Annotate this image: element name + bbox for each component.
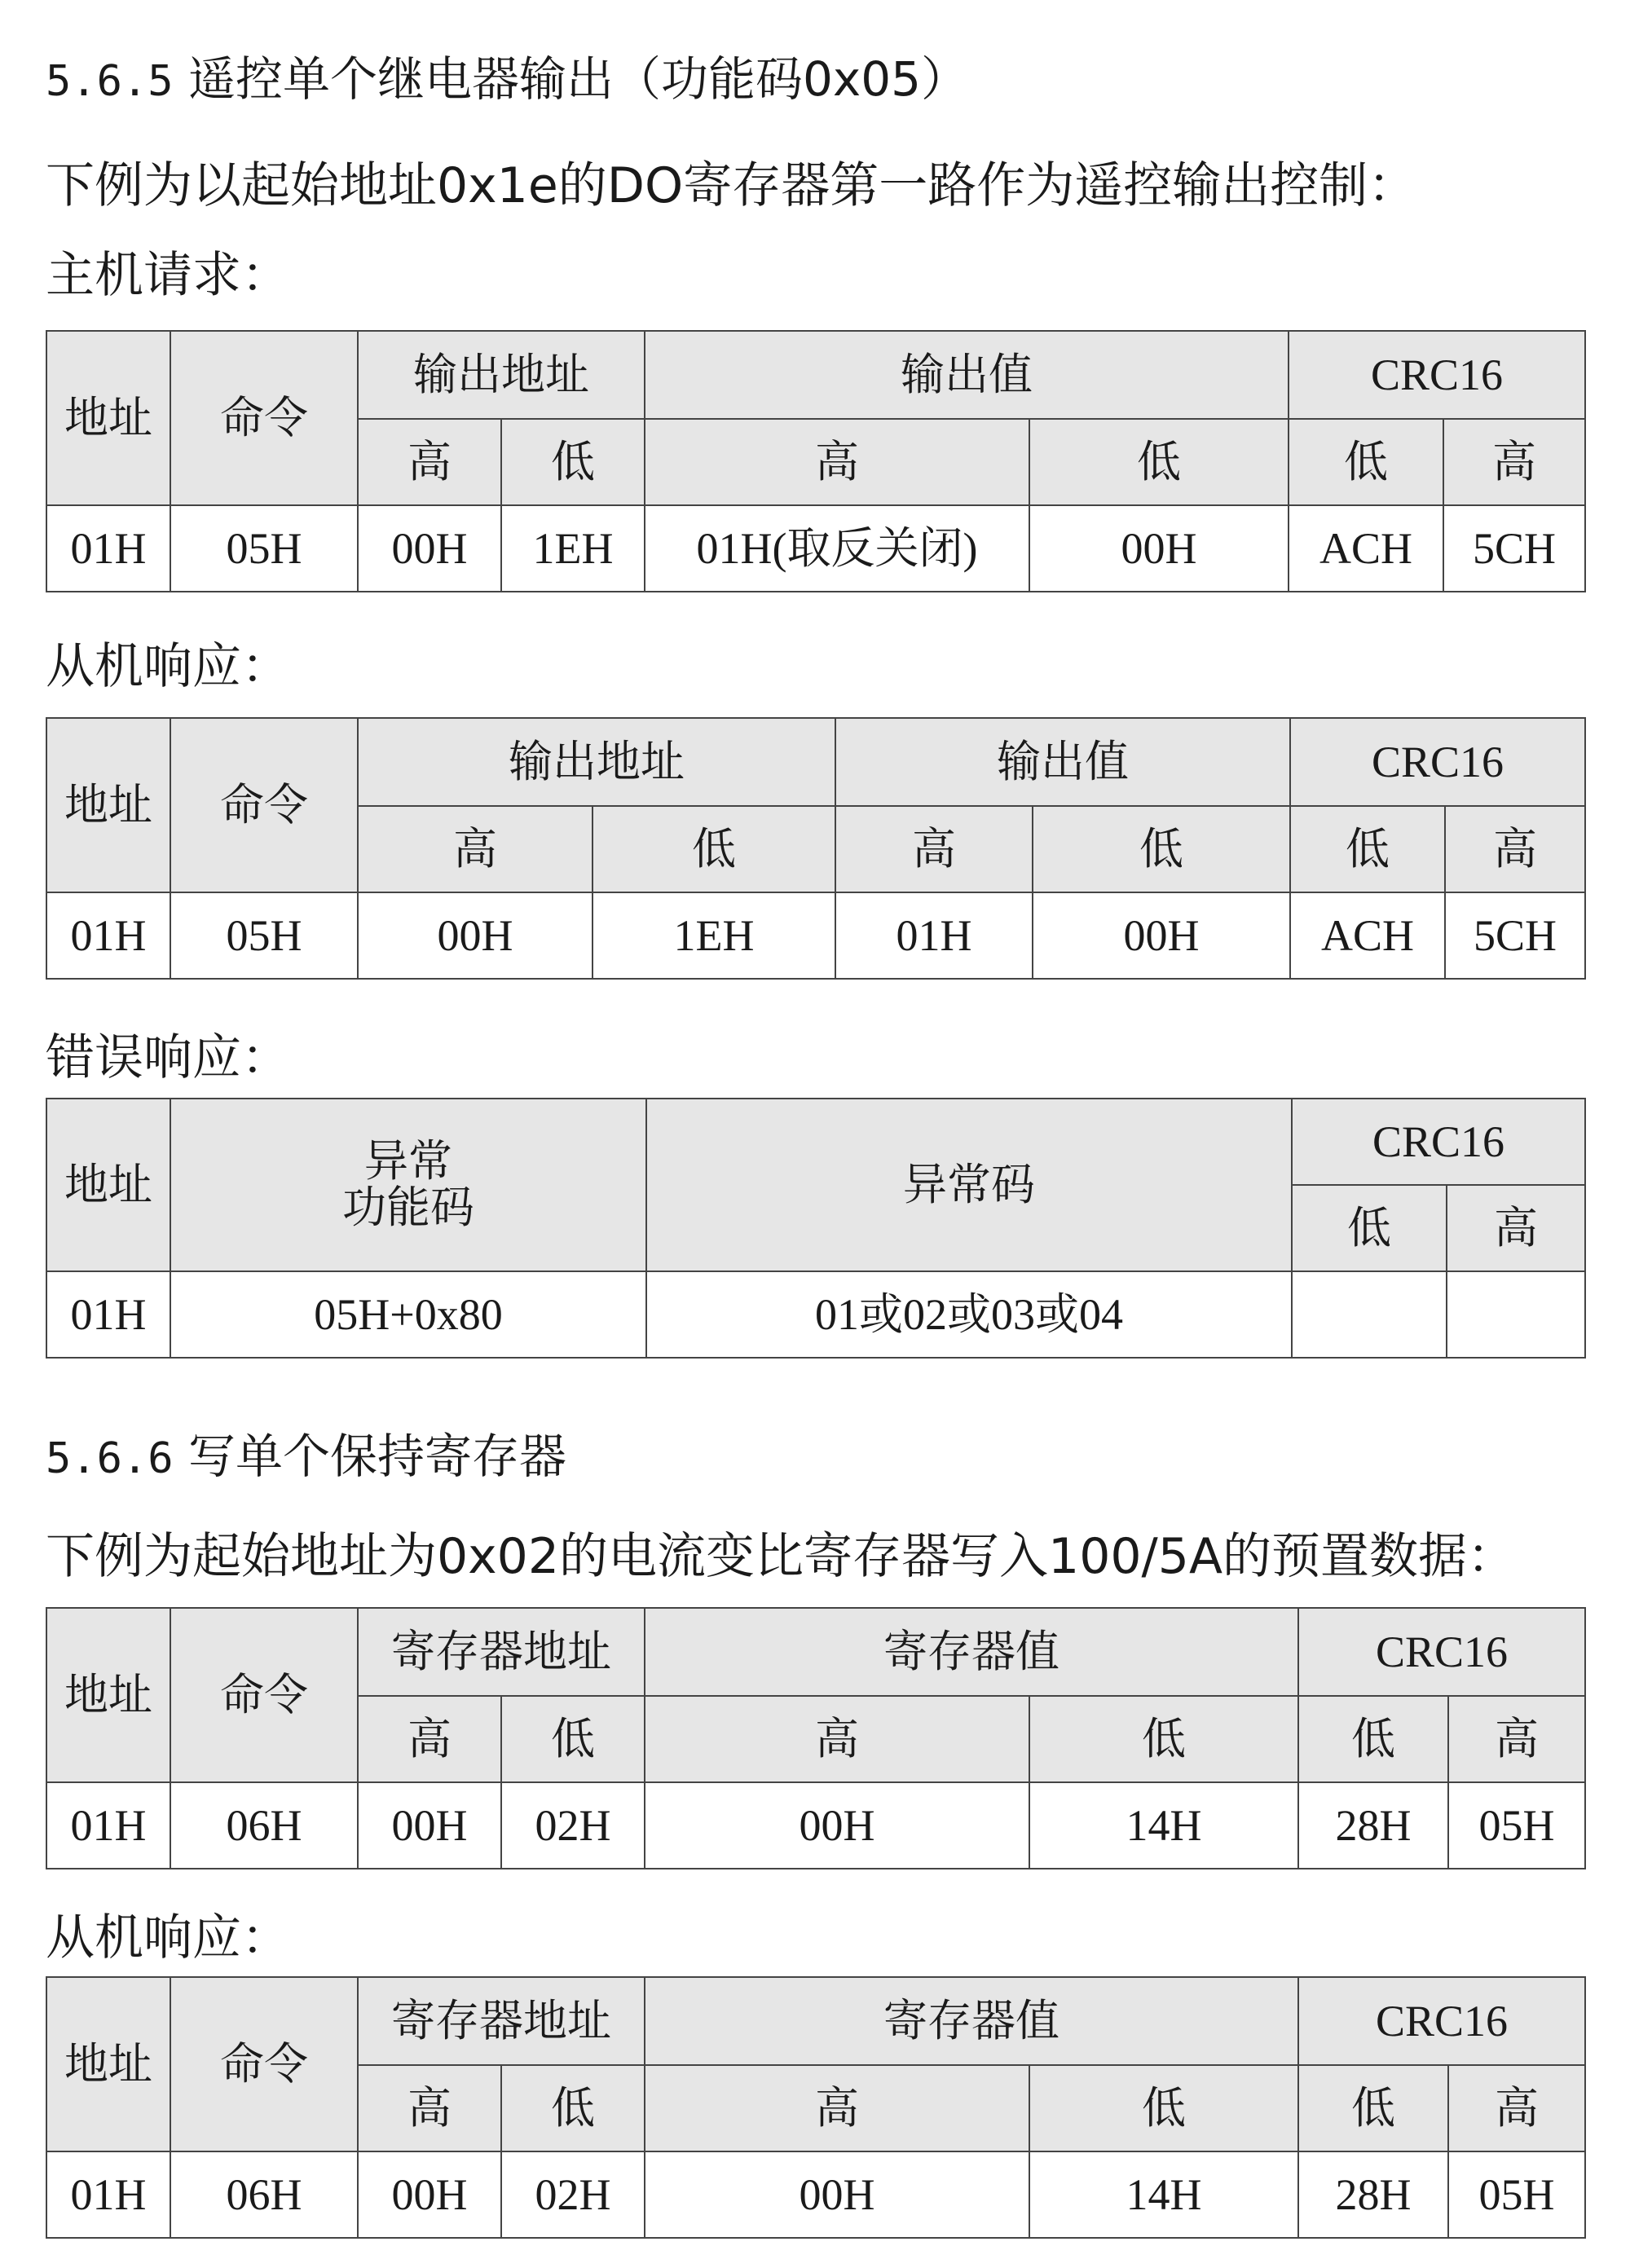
subheader-low: 低 (593, 806, 835, 892)
header-exception-function-line2: 功能码 (342, 1182, 474, 1233)
cell-addr-low: 1EH (501, 505, 645, 592)
header-command: 命令 (170, 1608, 358, 1782)
table-row (46, 1271, 1585, 1358)
cell-value-high: 01H (835, 892, 1033, 979)
table-row (46, 505, 1585, 592)
cell-value-high: 01H(取反关闭) (645, 505, 1029, 592)
cell-reg-addr-low: 02H (501, 1782, 645, 1869)
subheader-high: 高 (835, 806, 1033, 892)
cell-exception-function: 05H+0x80 (170, 1271, 646, 1358)
slave-response-label: 从机响应： (46, 1909, 290, 1966)
cell-reg-value-low: 14H (1029, 2151, 1298, 2238)
header-crc16: CRC16 (1289, 331, 1585, 419)
write-register-response-table (46, 1976, 1586, 2239)
error-response-label: 错误响应： (46, 1029, 290, 1086)
header-command: 命令 (170, 331, 358, 505)
table-row (46, 2151, 1585, 2238)
header-address: 地址 (46, 1977, 170, 2151)
cell-command: 06H (170, 1782, 358, 1869)
header-output-value: 输出值 (645, 331, 1289, 419)
cell-reg-addr-low: 02H (501, 2151, 645, 2238)
subheader-high: 高 (358, 419, 501, 505)
subheader-low: 低 (1290, 806, 1445, 892)
subheader-high: 高 (1445, 806, 1585, 892)
subheader-low: 低 (1298, 2065, 1448, 2151)
section-heading-565 (46, 41, 968, 109)
cell-address: 01H (46, 1782, 170, 1869)
subheader-high: 高 (1447, 1185, 1585, 1271)
cell-reg-value-high: 00H (645, 2151, 1029, 2238)
cell-command: 05H (170, 505, 358, 592)
subheader-high: 高 (358, 2065, 501, 2151)
subheader-high: 高 (358, 806, 593, 892)
header-address: 地址 (46, 1099, 170, 1271)
subheader-low: 低 (1289, 419, 1443, 505)
header-exception-function (170, 1099, 646, 1271)
subheader-low: 低 (1029, 419, 1289, 505)
host-request-table (46, 330, 1586, 592)
cell-addr-low: 1EH (593, 892, 835, 979)
subheader-low: 低 (501, 1696, 645, 1782)
subheader-high: 高 (645, 419, 1029, 505)
cell-crc-high: 05H (1448, 1782, 1585, 1869)
header-crc16: CRC16 (1292, 1099, 1585, 1185)
subheader-high: 高 (1448, 2065, 1585, 2151)
subheader-high: 高 (645, 2065, 1029, 2151)
section-title: 遥控单个继电器输出（功能码0x05） (187, 51, 969, 107)
header-exception-function-line1: 异常 (364, 1135, 452, 1187)
cell-crc-high: 5CH (1445, 892, 1585, 979)
cell-crc-high (1447, 1271, 1585, 1358)
cell-address: 01H (46, 1271, 170, 1358)
cell-address: 01H (46, 2151, 170, 2238)
cell-crc-low: 28H (1298, 1782, 1448, 1869)
cell-crc-low: ACH (1289, 505, 1443, 592)
header-register-value: 寄存器值 (645, 1608, 1298, 1696)
header-output-address: 输出地址 (358, 718, 835, 806)
header-output-value: 输出值 (835, 718, 1290, 806)
header-register-value: 寄存器值 (645, 1977, 1298, 2065)
section-number: 5.6.5 (46, 57, 174, 106)
header-register-address: 寄存器地址 (358, 1608, 645, 1696)
header-crc16: CRC16 (1298, 1977, 1585, 2065)
header-register-address: 寄存器地址 (358, 1977, 645, 2065)
subheader-low: 低 (501, 419, 645, 505)
cell-exception-code: 01或02或03或04 (646, 1271, 1292, 1358)
cell-reg-addr-high: 00H (358, 1782, 501, 1869)
subheader-low: 低 (501, 2065, 645, 2151)
header-command: 命令 (170, 1977, 358, 2151)
header-crc16: CRC16 (1290, 718, 1585, 806)
header-command: 命令 (170, 718, 358, 892)
subheader-low: 低 (1029, 2065, 1298, 2151)
error-response-table (46, 1098, 1586, 1359)
cell-address: 01H (46, 892, 170, 979)
cell-crc-low: 28H (1298, 2151, 1448, 2238)
header-address: 地址 (46, 718, 170, 892)
cell-crc-high: 5CH (1443, 505, 1585, 592)
subheader-low: 低 (1033, 806, 1290, 892)
header-address: 地址 (46, 1608, 170, 1782)
section-title: 写单个保持寄存器 (187, 1429, 566, 1484)
section-intro: 下例为以起始地址0x1e的DO寄存器第一路作为遥控输出控制： (46, 157, 1417, 214)
cell-crc-high: 05H (1448, 2151, 1585, 2238)
subheader-high: 高 (645, 1696, 1029, 1782)
header-address: 地址 (46, 331, 170, 505)
header-crc16: CRC16 (1298, 1608, 1585, 1696)
header-exception-code: 异常码 (646, 1099, 1292, 1271)
subheader-high: 高 (1443, 419, 1585, 505)
subheader-high: 高 (1448, 1696, 1585, 1782)
cell-crc-low: ACH (1290, 892, 1445, 979)
slave-response-label: 从机响应： (46, 638, 290, 695)
slave-response-table (46, 717, 1586, 980)
table-row (46, 892, 1585, 979)
cell-reg-value-high: 00H (645, 1782, 1029, 1869)
subheader-high: 高 (358, 1696, 501, 1782)
cell-reg-value-low: 14H (1029, 1782, 1298, 1869)
section-heading-566 (46, 1418, 566, 1486)
cell-addr-high: 00H (358, 892, 593, 979)
cell-addr-high: 00H (358, 505, 501, 592)
section-number: 5.6.6 (46, 1434, 174, 1483)
host-request-label: 主机请求： (46, 247, 290, 304)
subheader-low: 低 (1298, 1696, 1448, 1782)
subheader-low: 低 (1029, 1696, 1298, 1782)
cell-command: 06H (170, 2151, 358, 2238)
write-register-request-table (46, 1607, 1586, 1869)
cell-address: 01H (46, 505, 170, 592)
cell-value-low: 00H (1033, 892, 1290, 979)
table-row (46, 1782, 1585, 1869)
cell-reg-addr-high: 00H (358, 2151, 501, 2238)
section-intro: 下例为起始地址为0x02的电流变比寄存器写入100/5A的预置数据： (46, 1528, 1516, 1585)
cell-command: 05H (170, 892, 358, 979)
cell-value-low: 00H (1029, 505, 1289, 592)
subheader-low: 低 (1292, 1185, 1447, 1271)
cell-crc-low (1292, 1271, 1447, 1358)
header-output-address: 输出地址 (358, 331, 645, 419)
